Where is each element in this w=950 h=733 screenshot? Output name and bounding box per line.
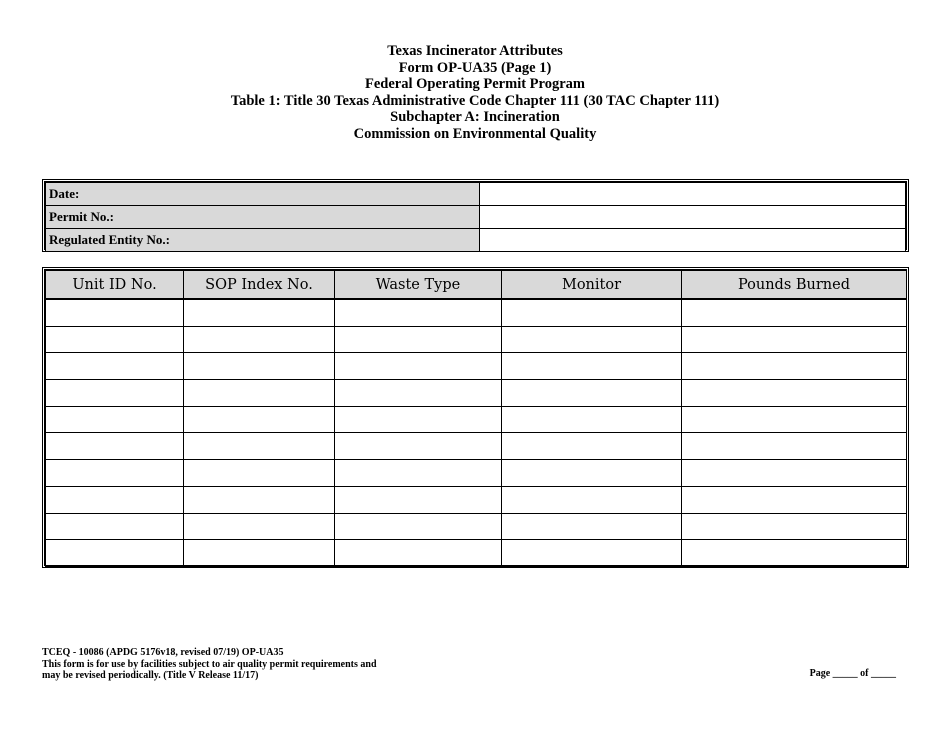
table-row <box>46 460 907 487</box>
cell-monitor[interactable] <box>502 326 682 353</box>
program-name: Federal Operating Permit Program <box>365 76 585 93</box>
cell-waste-type[interactable] <box>335 540 502 567</box>
subchapter-title: Subchapter A: Incineration <box>390 109 560 126</box>
cell-monitor[interactable] <box>502 540 682 567</box>
attributes-section <box>42 267 909 568</box>
cell-waste-type[interactable] <box>335 460 502 487</box>
cell-unit-id[interactable] <box>46 406 184 433</box>
table-row <box>46 433 907 460</box>
page-number: Page _____ of _____ <box>809 668 896 679</box>
cell-monitor[interactable] <box>502 486 682 513</box>
cell-sop-index[interactable] <box>184 380 335 407</box>
cell-monitor[interactable] <box>502 460 682 487</box>
cell-unit-id[interactable] <box>46 460 184 487</box>
cell-waste-type[interactable] <box>335 513 502 540</box>
cell-pounds-burned[interactable] <box>682 433 907 460</box>
cell-sop-index[interactable] <box>184 326 335 353</box>
cell-pounds-burned[interactable] <box>682 380 907 407</box>
cell-monitor[interactable] <box>502 299 682 326</box>
info-section <box>42 179 909 252</box>
col-header-waste-type: Waste Type <box>335 271 502 300</box>
table-row <box>46 326 907 353</box>
date-field[interactable] <box>480 183 906 206</box>
col-header-monitor: Monitor <box>502 271 682 300</box>
cell-unit-id[interactable] <box>46 540 184 567</box>
cell-pounds-burned[interactable] <box>682 353 907 380</box>
cell-unit-id[interactable] <box>46 326 184 353</box>
table-title: Table 1: Title 30 Texas Administrative Code Chapter 111 (30 TAC Chapter 111) <box>230 92 720 109</box>
cell-pounds-burned[interactable] <box>682 406 907 433</box>
info-row-entity <box>46 229 906 252</box>
cell-unit-id[interactable] <box>46 380 184 407</box>
info-row-date <box>46 183 906 206</box>
form-title: Texas Incinerator Attributes <box>387 43 563 59</box>
cell-sop-index[interactable] <box>184 433 335 460</box>
cell-pounds-burned[interactable] <box>682 513 907 540</box>
cell-monitor[interactable] <box>502 513 682 540</box>
col-header-sop-index: SOP Index No. <box>184 271 335 300</box>
cell-monitor[interactable] <box>502 406 682 433</box>
cell-sop-index[interactable] <box>184 513 335 540</box>
cell-unit-id[interactable] <box>46 299 184 326</box>
cell-monitor[interactable] <box>502 433 682 460</box>
cell-sop-index[interactable] <box>184 353 335 380</box>
info-row-permit <box>46 206 906 229</box>
cell-waste-type[interactable] <box>335 406 502 433</box>
footer-note-1: This form is for use by facilities subject to air quality permit requirements and <box>42 658 377 670</box>
table-row <box>46 406 907 433</box>
permit-no-field[interactable] <box>480 206 906 229</box>
form-number: Form OP-UA35 (Page 1) <box>398 59 552 76</box>
table-row <box>46 513 907 540</box>
cell-pounds-burned[interactable] <box>682 326 907 353</box>
date-label: Date: <box>46 183 480 206</box>
cell-sop-index[interactable] <box>184 460 335 487</box>
table-row <box>46 299 907 326</box>
cell-sop-index[interactable] <box>184 486 335 513</box>
cell-pounds-burned[interactable] <box>682 540 907 567</box>
regulated-entity-label: Regulated Entity No.: <box>46 229 480 252</box>
cell-unit-id[interactable] <box>46 513 184 540</box>
footer-note-2: may be revised periodically. (Title V Release 11/17) <box>42 670 259 681</box>
footer-form-id: TCEQ - 10086 (APDG 5176v18, revised 07/19) OP-UA35 <box>42 647 284 658</box>
table-row <box>46 540 907 567</box>
cell-waste-type[interactable] <box>335 299 502 326</box>
cell-waste-type[interactable] <box>335 353 502 380</box>
permit-no-label: Permit No.: <box>46 206 480 229</box>
cell-waste-type[interactable] <box>335 433 502 460</box>
info-table <box>45 182 906 252</box>
cell-sop-index[interactable] <box>184 406 335 433</box>
cell-pounds-burned[interactable] <box>682 299 907 326</box>
agency-name: Commission on Environmental Quality <box>353 125 597 142</box>
table-body <box>46 299 907 567</box>
cell-waste-type[interactable] <box>335 380 502 407</box>
cell-pounds-burned[interactable] <box>682 460 907 487</box>
regulated-entity-field[interactable] <box>480 229 906 252</box>
col-header-pounds-burned: Pounds Burned <box>682 271 907 300</box>
table-row <box>46 353 907 380</box>
cell-unit-id[interactable] <box>46 433 184 460</box>
attributes-table <box>45 270 907 567</box>
table-header-row <box>46 271 907 300</box>
cell-waste-type[interactable] <box>335 486 502 513</box>
cell-unit-id[interactable] <box>46 486 184 513</box>
cell-unit-id[interactable] <box>46 353 184 380</box>
cell-sop-index[interactable] <box>184 540 335 567</box>
table-row <box>46 486 907 513</box>
cell-monitor[interactable] <box>502 380 682 407</box>
table-row <box>46 380 907 407</box>
cell-monitor[interactable] <box>502 353 682 380</box>
cell-waste-type[interactable] <box>335 326 502 353</box>
form-header <box>0 43 950 143</box>
col-header-unit-id: Unit ID No. <box>46 271 184 300</box>
cell-pounds-burned[interactable] <box>682 486 907 513</box>
form-footer <box>42 647 377 682</box>
cell-sop-index[interactable] <box>184 299 335 326</box>
